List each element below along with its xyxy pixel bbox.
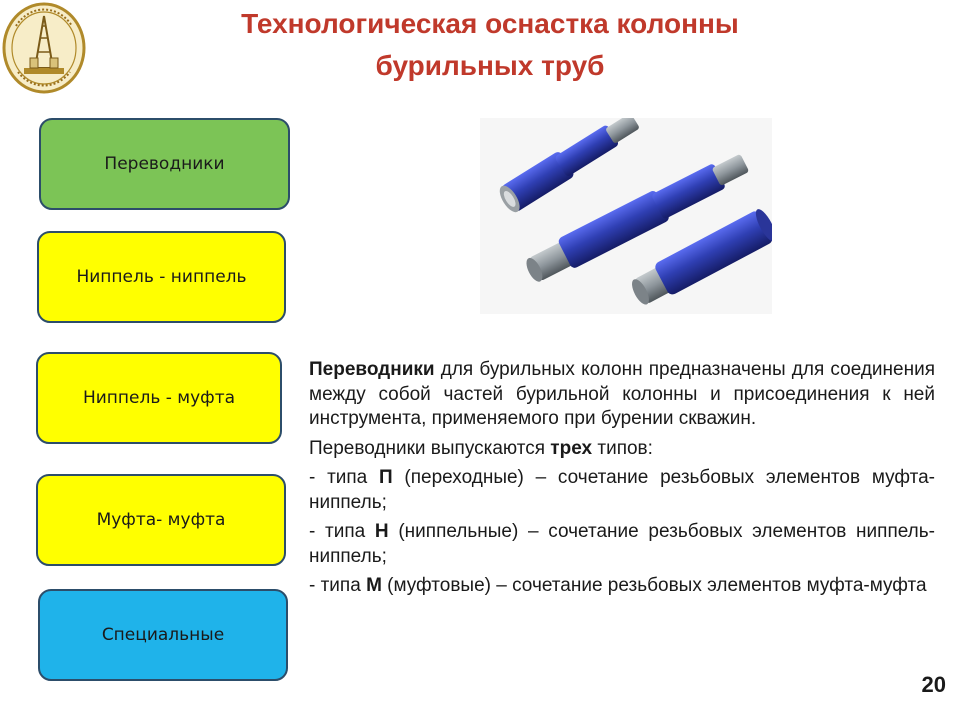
category-box-perevodniki[interactable] <box>39 118 290 210</box>
category-box-nippel-mufta[interactable] <box>36 352 282 444</box>
paragraph-text: (переходные) – сочетание резьбовых элементов муфта-ниппель; <box>309 467 935 513</box>
description-block <box>309 358 935 604</box>
type-m-item <box>309 574 935 599</box>
page-number: 20 <box>921 672 946 697</box>
university-seal-icon <box>2 2 86 94</box>
category-box-mufta-mufta[interactable] <box>36 474 286 566</box>
paragraph-text: (ниппельные) – сочетание резьбовых элементов ниппель-ниппель; <box>309 521 935 567</box>
paragraph-text: - типа <box>309 521 375 542</box>
paragraph-text: - типа <box>309 575 367 596</box>
category-label: Ниппель - ниппель <box>76 267 247 287</box>
type-code: Н <box>374 521 389 542</box>
category-box-nippel-nippel[interactable] <box>37 231 286 323</box>
type-p-item <box>309 466 935 515</box>
page-title: Технологическая оснастка колонны <box>241 8 739 39</box>
term-perevodniki: Переводники <box>309 359 435 380</box>
category-label: Специальные <box>101 625 225 645</box>
page-subtitle: бурильных труб <box>375 50 605 81</box>
drill-pipe-subs-illustration <box>480 118 772 314</box>
paragraph-text: Переводники выпускаются <box>309 437 551 459</box>
category-box-specialnye[interactable] <box>38 589 288 681</box>
type-code: П <box>379 467 393 488</box>
paragraph-text: для бурильных колонн предназначены для соединения между собой частей бурильной колонны и присоединения к ней инструмента, применяемого при бурении скважин. <box>309 359 935 429</box>
category-label: Переводники <box>104 154 225 174</box>
description-paragraph <box>309 437 935 462</box>
category-label: Ниппель - муфта <box>82 388 236 408</box>
paragraph-text: (муфтовые) – сочетание резьбовых элементов муфта-муфта <box>381 575 927 596</box>
paragraph-text: типов: <box>592 437 653 459</box>
emphasis-text: трех <box>550 437 593 459</box>
description-paragraph <box>309 358 935 432</box>
paragraph-text: - типа <box>309 467 379 488</box>
type-code: М <box>366 575 382 596</box>
category-label: Муфта- муфта <box>96 510 226 530</box>
type-n-item <box>309 520 935 569</box>
